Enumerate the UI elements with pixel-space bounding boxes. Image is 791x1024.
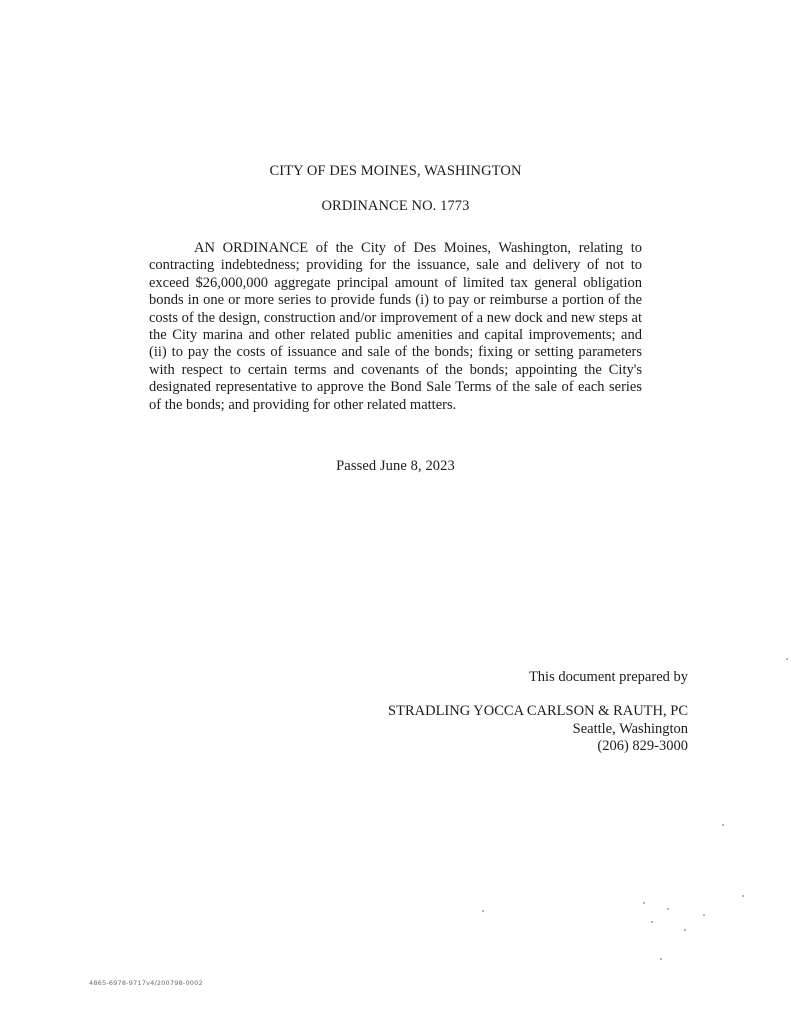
firm-city: Seattle, Washington — [572, 720, 688, 737]
preparer-firm-block — [388, 703, 688, 756]
ordinance-number: ORDINANCE NO. 1773 — [321, 198, 470, 214]
ordinance-body-paragraph: AN ORDINANCE of the City of Des Moines, Washington, relating to contracting indebtedness; providing for the issuance, sale and delivery of not to exceed $26,000,000 aggregate principal amount of limited tax general obligation bonds in one or more series to provide funds (i) to pay or reimburse a portion of the costs of the design, construction and/or improvement of a new dock and new steps at the City marina and other related public amenities and capital improvements; and (ii) to pay the costs of issuance and sale of the bonds; fixing or setting parameters with respect to certain terms and covenants of the bonds; appointing the City's designated representative to approve the Bond Sale Terms of the sale of each series of the bonds; and providing for other related matters. — [149, 240, 642, 413]
document-id: 4865-6978-9717v4/200798-0002 — [89, 979, 203, 987]
city-title: CITY OF DES MOINES, WASHINGTON — [269, 163, 522, 179]
prepared-by-label: This document prepared by — [528, 669, 688, 685]
passed-date: Passed June 8, 2023 — [336, 458, 455, 474]
firm-phone: (206) 829-3000 — [597, 738, 688, 754]
firm-name: STRADLING YOCCA CARLSON & RAUTH, PC — [388, 703, 688, 719]
